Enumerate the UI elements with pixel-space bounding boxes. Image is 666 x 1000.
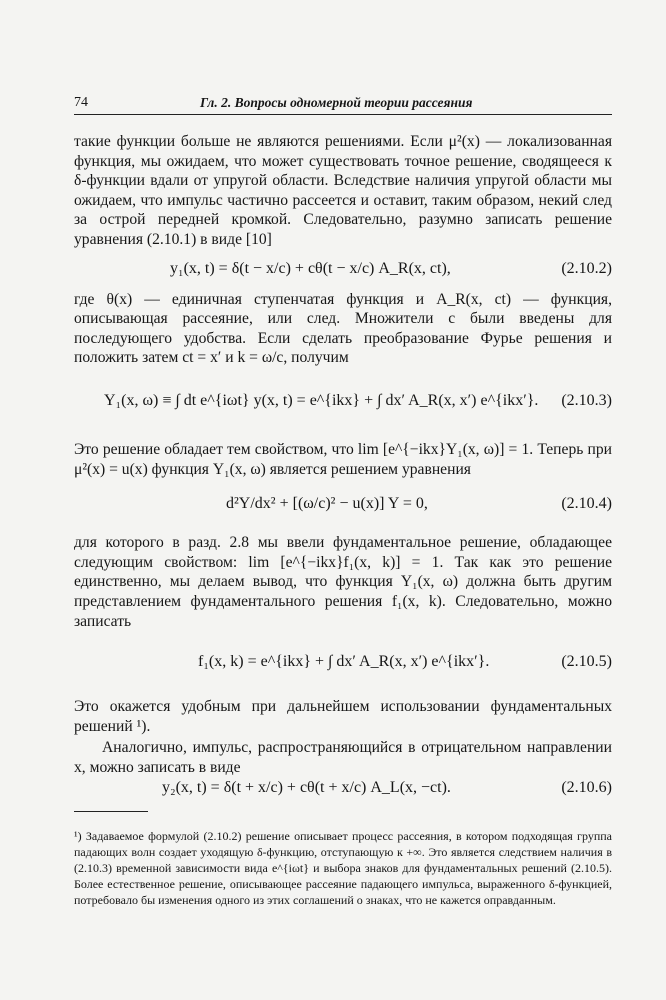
equation-body: d²Y/dx² + [(ω/c)² − u(x)] Y = 0, (226, 495, 428, 513)
main-text (74, 132, 612, 805)
equation-2-10-2 (74, 256, 612, 284)
paragraph-5: Это окажется удобным при дальнейшем использовании фундаментальных решений ¹). (74, 698, 612, 735)
footnote-rule (74, 811, 148, 812)
paragraph-1: такие функции больше не являются решениями. Если μ²(x) — локализованная функция, мы ожидаем, что может существовать точное решение, сводящееся к δ-функции вдали от упругой области. Вследствие наличия упругой области мы ожидаем, что импульс частично рассеется и оставит, таким образом, некий след за острой передней кромкой. Следовательно, разумно записать решение уравнения (2.10.1) в виде [10] (74, 133, 612, 248)
paragraph-6: Аналогично, импульс, распространяющийся в отрицательном направлении x, можно записать в виде (74, 739, 612, 776)
paragraph-3: Это решение обладает тем свойством, что lim [e^{−ikx}Y₁(x, ω)] = 1. Теперь при μ²(x) = u(x) функция Y₁(x, ω) является решением уравнения (74, 440, 612, 478)
running-title: Гл. 2. Вопросы одномерной теории рассеяния (200, 95, 473, 110)
equation-2-10-5 (74, 637, 612, 691)
page-header (74, 92, 612, 116)
equation-2-10-3 (74, 374, 612, 432)
equation-body: f₁(x, k) = e^{ikx} + ∫ dx′ A_R(x, x′) e^{ikx′}. (198, 653, 490, 671)
paragraph-4: для которого в разд. 2.8 мы ввели фундаментальное решение, обладающее следующим свойством: lim [e^{−ikx}f₁(x, k)] = 1. Так как это решение единственно, мы делаем вывод, что функция Y₁(x, ω) должна быть другим представлением фундаментального решения f₁(x, k). Следовательно, можно записать (74, 534, 612, 630)
equation-2-10-4 (74, 483, 612, 529)
equation-number: (2.10.3) (561, 391, 612, 409)
equation-body: y₁(x, t) = δ(t − x/c) + cθ(t − x/c) A_R(x, ct), (170, 259, 451, 277)
header-rule (74, 114, 612, 115)
equation-body: Y₁(x, ω) ≡ ∫ dt e^{iωt} y(x, t) = e^{ikx} + ∫ dx′ A_R(x, x′) e^{ikx′}. (104, 391, 539, 409)
equation-2-10-6 (74, 777, 612, 805)
footnote: ¹) Задаваемое формулой (2.10.2) решение описывает процесс рассеяния, в котором подходящая группа падающих волн создает уходящую δ-функцию, отступающую к +∞. Это является следствием наличия в (2.10.3) временной зависимости вида e^{iωt} и выбора знаков для фундаментальных решений (2.10.5). Более естественное решение, описывающее рассеяние падающего импульса, выраженного δ-функцией, потребовало бы изменения одного из этих соглашений о знаках, что не кажется оправданным. (74, 829, 612, 907)
equation-number: (2.10.6) (561, 779, 612, 797)
page-number: 74 (74, 95, 88, 110)
equation-number: (2.10.5) (561, 653, 612, 671)
equation-body: y₂(x, t) = δ(t + x/c) + cθ(t + x/c) A_L(x, −ct). (162, 779, 451, 797)
equation-number: (2.10.2) (561, 259, 612, 277)
paragraph-2: где θ(x) — единичная ступенчатая функция и A_R(x, ct) — функция, описывающая рассеяние, или след. Множители c были введены для последующего удобства. Если сделать преобразование Фурье решения и положить затем ct = x′ и k = ω/c, получим (74, 290, 612, 367)
equation-number: (2.10.4) (561, 495, 612, 513)
